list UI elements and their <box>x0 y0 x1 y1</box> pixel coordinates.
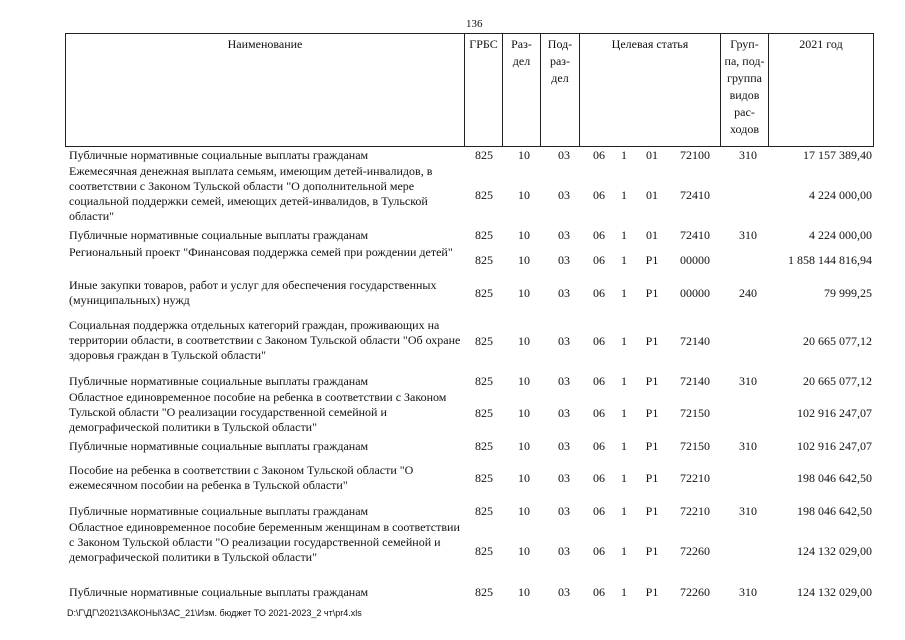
row-amount: 20 665 077,12 <box>803 334 872 348</box>
row-target-event: P1 <box>645 334 659 348</box>
row-target-program: 06 <box>593 334 605 348</box>
row-target-code: 72150 <box>680 406 710 420</box>
row-target-event: 01 <box>646 228 658 242</box>
row-target-code: 72410 <box>680 188 710 202</box>
row-grbs: 825 <box>475 374 493 388</box>
row-target-program: 06 <box>593 253 605 267</box>
row-target-program: 06 <box>593 544 605 558</box>
row-target-event: P1 <box>645 253 659 267</box>
row-razdel: 10 <box>518 228 530 242</box>
row-amount: 198 046 642,50 <box>797 504 872 518</box>
row-target-code: 00000 <box>680 253 710 267</box>
row-amount: 4 224 000,00 <box>809 228 872 242</box>
row-group: 310 <box>739 585 757 599</box>
row-podrazdel: 03 <box>558 374 570 388</box>
row-razdel: 10 <box>518 374 530 388</box>
row-target-code: 72260 <box>680 544 710 558</box>
row-razdel: 10 <box>518 544 530 558</box>
row-razdel: 10 <box>518 148 530 162</box>
row-podrazdel: 03 <box>558 286 570 300</box>
row-target-subprogram: 1 <box>621 228 627 242</box>
row-amount: 79 999,25 <box>824 286 872 300</box>
row-name: Публичные нормативные социальные выплаты гражданам <box>69 585 369 599</box>
row-name: Иные закупки товаров, работ и услуг для обеспечения государственных (муниципальных) нужд <box>69 278 437 307</box>
row-podrazdel: 03 <box>558 504 570 518</box>
row-razdel: 10 <box>518 253 530 267</box>
row-target-event: P1 <box>645 471 659 485</box>
row-razdel: 10 <box>518 471 530 485</box>
row-target-subprogram: 1 <box>621 544 627 558</box>
row-name: Ежемесячная денежная выплата семьям, имеющим детей-инвалидов, в соответствии с Законом Тульской области "О дополнительной мере социальной поддержки семей, имеющих детей-инвалидов, в Тульской области" <box>69 164 433 223</box>
row-amount: 124 132 029,00 <box>797 544 872 558</box>
row-grbs: 825 <box>475 471 493 485</box>
row-podrazdel: 03 <box>558 253 570 267</box>
row-podrazdel: 03 <box>558 544 570 558</box>
row-target-code: 72260 <box>680 585 710 599</box>
header-razdel: Раз- дел <box>503 34 541 147</box>
row-grbs: 825 <box>475 148 493 162</box>
row-podrazdel: 03 <box>558 585 570 599</box>
row-name: Публичные нормативные социальные выплаты гражданам <box>69 228 369 242</box>
file-path-footer: D:\Г\ДГ\2021\ЗАКОНЫ\ЗАС_21\Изм. бюджет ТО 2021-2023_2 чт\pr4.xls <box>67 608 362 618</box>
row-grbs: 825 <box>475 188 493 202</box>
row-target-code: 72210 <box>680 471 710 485</box>
row-name: Социальная поддержка отдельных категорий граждан, проживающих на территории области, в соответствии с Законом Тульской области "Об охране здоровья граждан в Тульской области" <box>69 318 461 362</box>
row-razdel: 10 <box>518 334 530 348</box>
row-group: 310 <box>739 374 757 388</box>
header-name: Наименование <box>66 34 465 147</box>
row-target-event: P1 <box>645 504 659 518</box>
row-target-code: 72410 <box>680 228 710 242</box>
header-year: 2021 год <box>769 34 874 147</box>
row-target-program: 06 <box>593 406 605 420</box>
row-target-code: 72150 <box>680 439 710 453</box>
row-target-event: P1 <box>645 585 659 599</box>
header-target: Целевая статья <box>580 34 721 147</box>
row-podrazdel: 03 <box>558 228 570 242</box>
row-target-event: P1 <box>645 374 659 388</box>
row-group: 310 <box>739 439 757 453</box>
row-target-subprogram: 1 <box>621 585 627 599</box>
row-target-code: 72140 <box>680 374 710 388</box>
row-name: Региональный проект "Финансовая поддержка семей при рождении детей" <box>69 245 453 259</box>
row-target-subprogram: 1 <box>621 148 627 162</box>
row-grbs: 825 <box>475 406 493 420</box>
row-target-event: P1 <box>645 544 659 558</box>
row-group: 310 <box>739 148 757 162</box>
row-amount: 102 916 247,07 <box>797 439 872 453</box>
row-target-code: 72100 <box>680 148 710 162</box>
header-grbs: ГРБС <box>465 34 503 147</box>
row-target-program: 06 <box>593 228 605 242</box>
row-grbs: 825 <box>475 286 493 300</box>
row-target-program: 06 <box>593 148 605 162</box>
row-podrazdel: 03 <box>558 471 570 485</box>
row-group: 240 <box>739 286 757 300</box>
row-grbs: 825 <box>475 544 493 558</box>
row-target-event: P1 <box>645 406 659 420</box>
row-group: 310 <box>739 504 757 518</box>
row-amount: 1 858 144 816,94 <box>788 253 872 267</box>
row-amount: 198 046 642,50 <box>797 471 872 485</box>
row-amount: 17 157 389,40 <box>803 148 872 162</box>
header-group: Груп- па, под- группа видов рас- ходов <box>721 34 769 147</box>
row-name: Областное единовременное пособие беременным женщинам в соответствии с Законом Тульской области "О реализации государственной семейной и демографической политики в Тульской области" <box>69 520 460 564</box>
row-target-code: 72140 <box>680 334 710 348</box>
row-target-event: P1 <box>645 439 659 453</box>
row-grbs: 825 <box>475 504 493 518</box>
row-amount: 102 916 247,07 <box>797 406 872 420</box>
row-group: 310 <box>739 228 757 242</box>
row-target-subprogram: 1 <box>621 406 627 420</box>
row-grbs: 825 <box>475 253 493 267</box>
row-podrazdel: 03 <box>558 439 570 453</box>
row-target-subprogram: 1 <box>621 471 627 485</box>
row-name: Публичные нормативные социальные выплаты гражданам <box>69 148 369 162</box>
row-name: Публичные нормативные социальные выплаты гражданам <box>69 439 369 453</box>
row-podrazdel: 03 <box>558 334 570 348</box>
row-grbs: 825 <box>475 334 493 348</box>
row-razdel: 10 <box>518 286 530 300</box>
row-grbs: 825 <box>475 585 493 599</box>
row-razdel: 10 <box>518 406 530 420</box>
row-target-program: 06 <box>593 585 605 599</box>
row-target-program: 06 <box>593 471 605 485</box>
page-number: 136 <box>466 18 483 30</box>
row-target-event: P1 <box>645 286 659 300</box>
row-razdel: 10 <box>518 439 530 453</box>
row-name: Публичные нормативные социальные выплаты гражданам <box>69 504 369 518</box>
header-podrazdel: Под- раз- дел <box>541 34 580 147</box>
row-target-program: 06 <box>593 188 605 202</box>
row-target-code: 72210 <box>680 504 710 518</box>
row-name: Пособие на ребенка в соответствии с Законом Тульской области "О ежемесячном пособии на ребенка в Тульской области" <box>69 463 414 492</box>
row-target-subprogram: 1 <box>621 253 627 267</box>
row-name: Публичные нормативные социальные выплаты гражданам <box>69 374 369 388</box>
row-amount: 124 132 029,00 <box>797 585 872 599</box>
row-grbs: 825 <box>475 228 493 242</box>
row-target-code: 00000 <box>680 286 710 300</box>
row-podrazdel: 03 <box>558 148 570 162</box>
row-target-program: 06 <box>593 286 605 300</box>
row-razdel: 10 <box>518 504 530 518</box>
row-target-subprogram: 1 <box>621 439 627 453</box>
row-grbs: 825 <box>475 439 493 453</box>
row-target-program: 06 <box>593 439 605 453</box>
row-podrazdel: 03 <box>558 188 570 202</box>
row-target-subprogram: 1 <box>621 334 627 348</box>
row-target-subprogram: 1 <box>621 504 627 518</box>
row-name: Областное единовременное пособие на ребенка в соответствии с Законом Тульской области "О реализации государственной семейной и демографической политики в Тульской области" <box>69 390 447 434</box>
row-target-subprogram: 1 <box>621 374 627 388</box>
row-target-subprogram: 1 <box>621 188 627 202</box>
row-target-program: 06 <box>593 504 605 518</box>
row-target-event: 01 <box>646 188 658 202</box>
row-target-event: 01 <box>646 148 658 162</box>
row-podrazdel: 03 <box>558 406 570 420</box>
row-amount: 4 224 000,00 <box>809 188 872 202</box>
row-target-program: 06 <box>593 374 605 388</box>
row-amount: 20 665 077,12 <box>803 374 872 388</box>
row-razdel: 10 <box>518 585 530 599</box>
row-target-subprogram: 1 <box>621 286 627 300</box>
row-razdel: 10 <box>518 188 530 202</box>
